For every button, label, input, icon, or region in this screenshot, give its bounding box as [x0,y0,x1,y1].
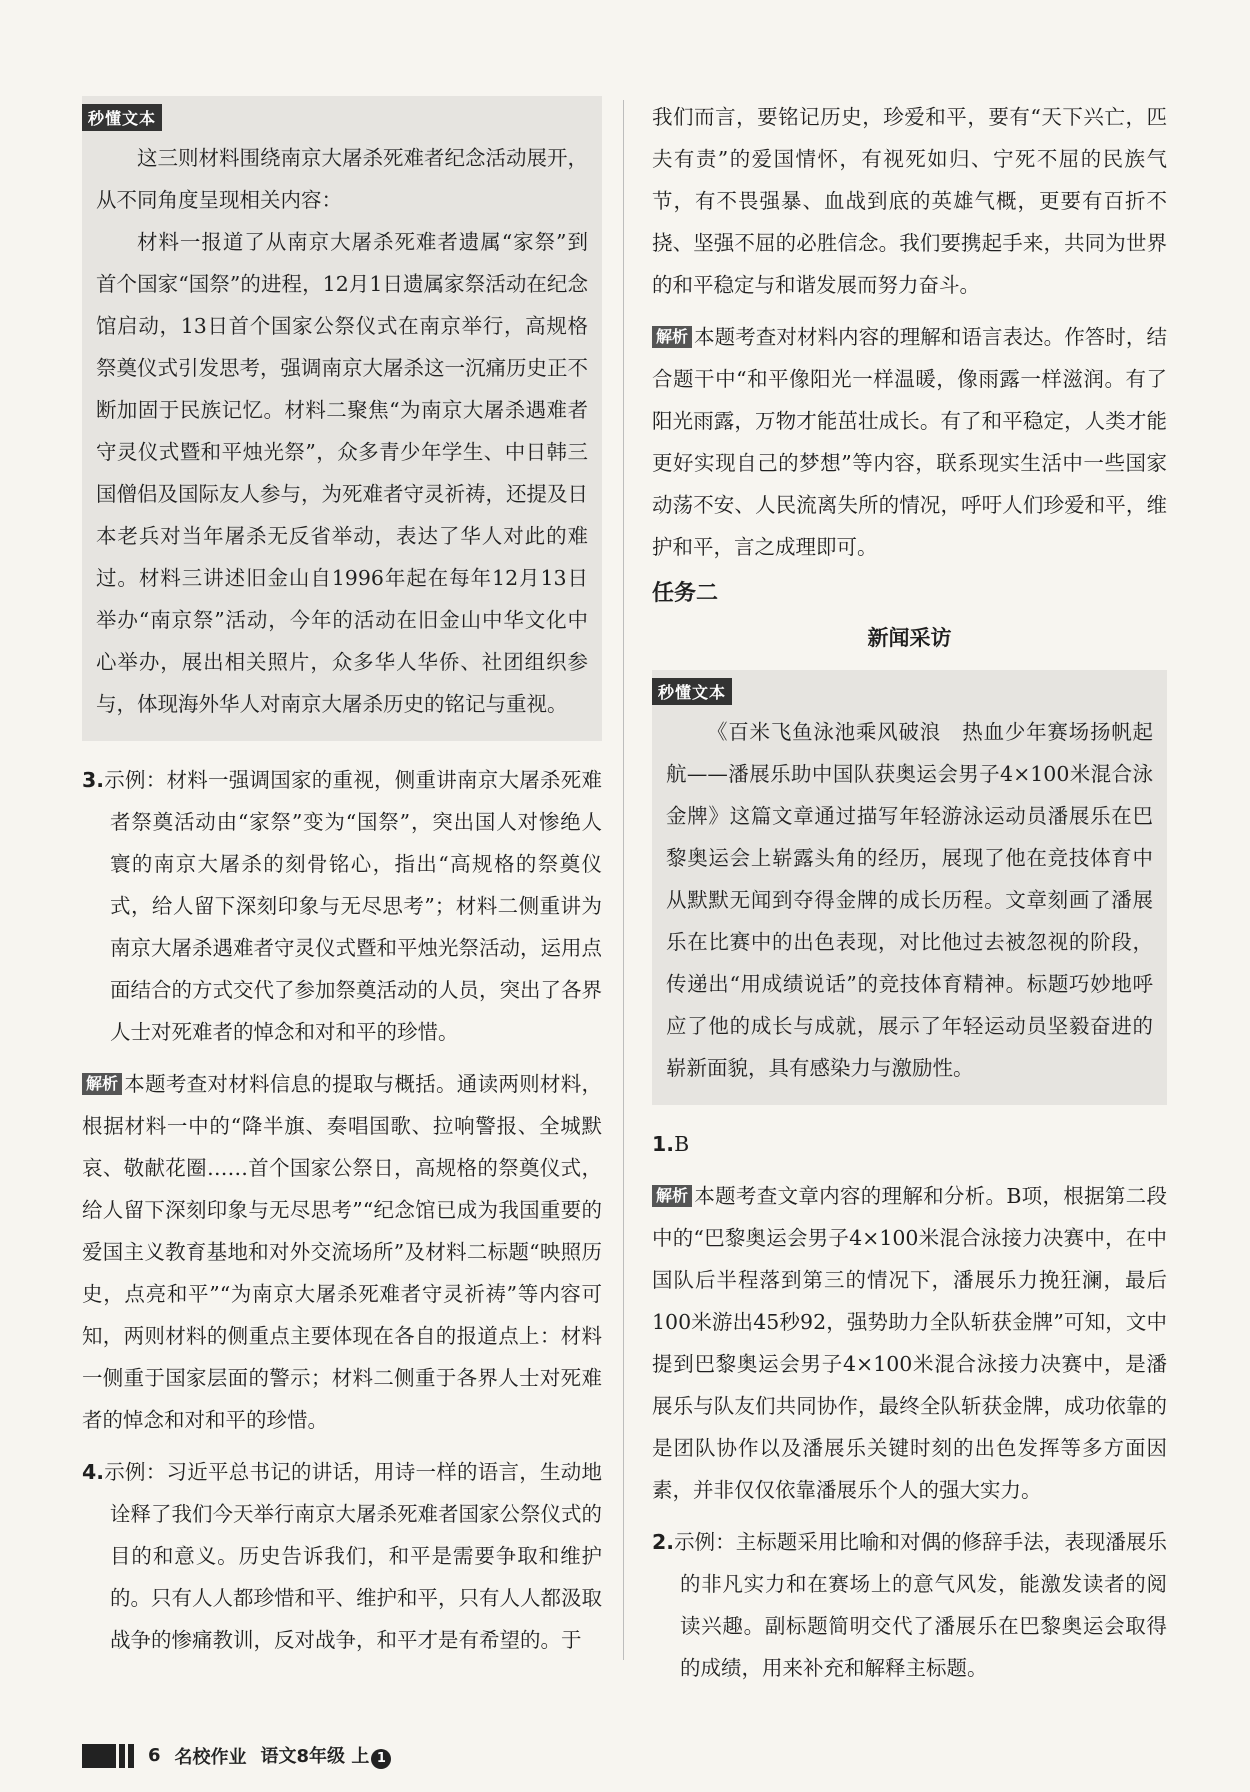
question-number: 1. [652,1132,675,1156]
analysis-label: 解析 [652,1185,692,1207]
volume: 上 [351,1746,370,1767]
text-summary-box [652,670,1167,1105]
answer-text: 示例：习近平总书记的讲话，用诗一样的语言，生动地诠释了我们今天举行南京大屠杀死难者国家公祭仪式的目的和意义。历史告诉我们，和平是需要争取和维护的。只有人人都珍惜和平、维护和平，只有人人都汲取战争的惨痛教训，反对战争，和平才是有希望的。于 [104,1460,602,1652]
question-number: 4. [82,1460,105,1484]
page-number: 6 [148,1745,161,1766]
analysis-text: 本题考查对材料内容的理解和语言表达。作答时，结合题干中“和平像阳光一样温暖，像雨露一样滋润。有了阳光雨露，万物才能茁壮成长。有了和平稳定，人类才能更好实现自己的梦想”等内容，联系现实生活中一些国家动荡不安、人民流离失所的情况，呼吁人们珍爱和平，维护和平，言之成理即可。 [652,325,1167,559]
task-title: 任务二 [652,581,719,606]
question-2-answer [652,1521,1167,1689]
question-4-answer [82,1451,602,1661]
answer-text: 示例：主标题采用比喻和对偶的修辞手法，表现潘展乐的非凡实力和在赛场上的意气风发，能激发读者的阅读兴趣。副标题简明交代了潘展乐在巴黎奥运会取得的成绩，用来补充和解释主标题。 [674,1530,1167,1680]
answer-text: 示例：材料一强调国家的重视，侧重讲南京大屠杀死难者祭奠活动由“家祭”变为“国祭”，突出国人对惨绝人寰的南京大屠杀的刻骨铭心，指出“高规格的祭奠仪式，给人留下深刻印象与无尽思考”；材料二侧重讲为南京大屠杀遇难者守灵仪式暨和平烛光祭活动，运用点面结合的方式交代了参加祭奠活动的人员，突出了各界人士对死难者的悼念和对和平的珍惜。 [104,768,602,1044]
question-1-analysis [652,1175,1167,1511]
summary-paragraph: 这三则材料围绕南京大屠杀死难者纪念活动展开，从不同角度呈现相关内容： [96,146,588,212]
page-footer [82,1742,391,1769]
question-3-answer [82,759,602,1053]
question-number: 3. [82,768,105,792]
question-1-answer [652,1123,1167,1165]
section-subtitle: 新闻采访 [867,626,952,650]
question-number: 2. [652,1530,675,1554]
left-column [82,96,602,1661]
analysis-label: 解析 [82,1073,122,1095]
answer-text: B [674,1132,690,1156]
box-tag: 秒懂文本 [82,104,162,131]
book-title: 名校作业 [174,1746,247,1768]
subject-grade: 语文8年级 上 1 [261,1742,392,1769]
question-4-analysis [652,316,1167,568]
question-3-analysis [82,1063,602,1441]
summary-paragraph: 材料一报道了从南京大屠杀死难者遗属“家祭”到首个国家“国祭”的进程，12月1日遗属家祭活动在纪念馆启动，13日首个国家公祭仪式在南京举行，高规格祭奠仪式引发思考，强调南京大屠杀这一沉痛历史正不断加固于民族记忆。材料二聚焦“为南京大屠杀遇难者守灵仪式暨和平烛光祭”，众多青少年学生、中日韩三国僧侣及国际友人参与，为死难者守灵祈祷，还提及日本老兵对当年屠杀无反省举动，表达了华人对此的难过。材料三讲述旧金山自1996年起在每年12月13日举办“南京祭”活动，今年的活动在旧金山中华文化中心举办，展出相关照片，众多华人华侨、社团组织参与，体现海外华人对南京大屠杀历史的铭记与重视。 [96,230,588,716]
box-tag: 秒懂文本 [652,678,732,705]
summary-paragraph: 《百米飞鱼泳池乘风破浪 热血少年赛场扬帆起航——潘展乐助中国队获奥运会男子4×100米混合泳金牌》这篇文章通过描写年轻游泳运动员潘展乐在巴黎奥运会上崭露头角的经历，展现了他在竞技体育中从默默无闻到夺得金牌的成长历程。文章刻画了潘展乐在比赛中的出色表现，对比他过去被忽视的阶段，传递出“用成绩说话”的竞技体育精神。标题巧妙地呼应了他的成长与成就，展示了年轻运动员坚毅奋进的崭新面貌，具有感染力与激励性。 [666,720,1153,1080]
analysis-text: 本题考查文章内容的理解和分析。B项，根据第二段中的“巴黎奥运会男子4×100米混合泳接力决赛中，在中国队后半程落到第三的情况下，潘展乐力挽狂澜，最后100米游出45秒92，强势助力全队斩获金牌”可知，文中提到巴黎奥运会男子4×100米混合泳接力决赛中，是潘展乐与队友们共同协作，最终全队斩获金牌，成功依靠的是团队协作以及潘展乐关键时刻的出色发挥等多方面因素，并非仅仅依靠潘展乐个人的强大实力。 [652,1184,1167,1502]
analysis-text: 本题考查对材料信息的提取与概括。通读两则材料，根据材料一中的“降半旗、奏唱国歌、拉响警报、全城默哀、敬献花圈……首个国家公祭日，高规格的祭奠仪式，给人留下深刻印象与无尽思考”“纪念馆已成为我国重要的爱国主义教育基地和对外交流场所”及材料二标题“映照历史，点亮和平”“为南京大屠杀死难者守灵祈祷”等内容可知，两则材料的侧重点主要体现在各自的报道点上：材料一侧重于国家层面的警示；材料二侧重于各界人士对死难者的悼念和对和平的珍惜。 [82,1072,602,1432]
volume-mark-icon: 1 [371,1749,391,1769]
text-summary-box [82,96,602,741]
column-divider [623,100,624,1660]
question-4-continuation: 我们而言，要铭记历史，珍爱和平，要有“天下兴亡，匹夫有责”的爱国情怀，有视死如归、宁死不屈的民族气节，有不畏强暴、血战到底的英雄气概，更要有百折不挠、坚强不屈的必胜信念。我们要携起手来，共同为世界的和平稳定与和谐发展而努力奋斗。 [652,105,1167,297]
right-column [652,96,1167,1689]
analysis-label: 解析 [652,326,692,348]
footer-bars-icon [82,1744,134,1768]
